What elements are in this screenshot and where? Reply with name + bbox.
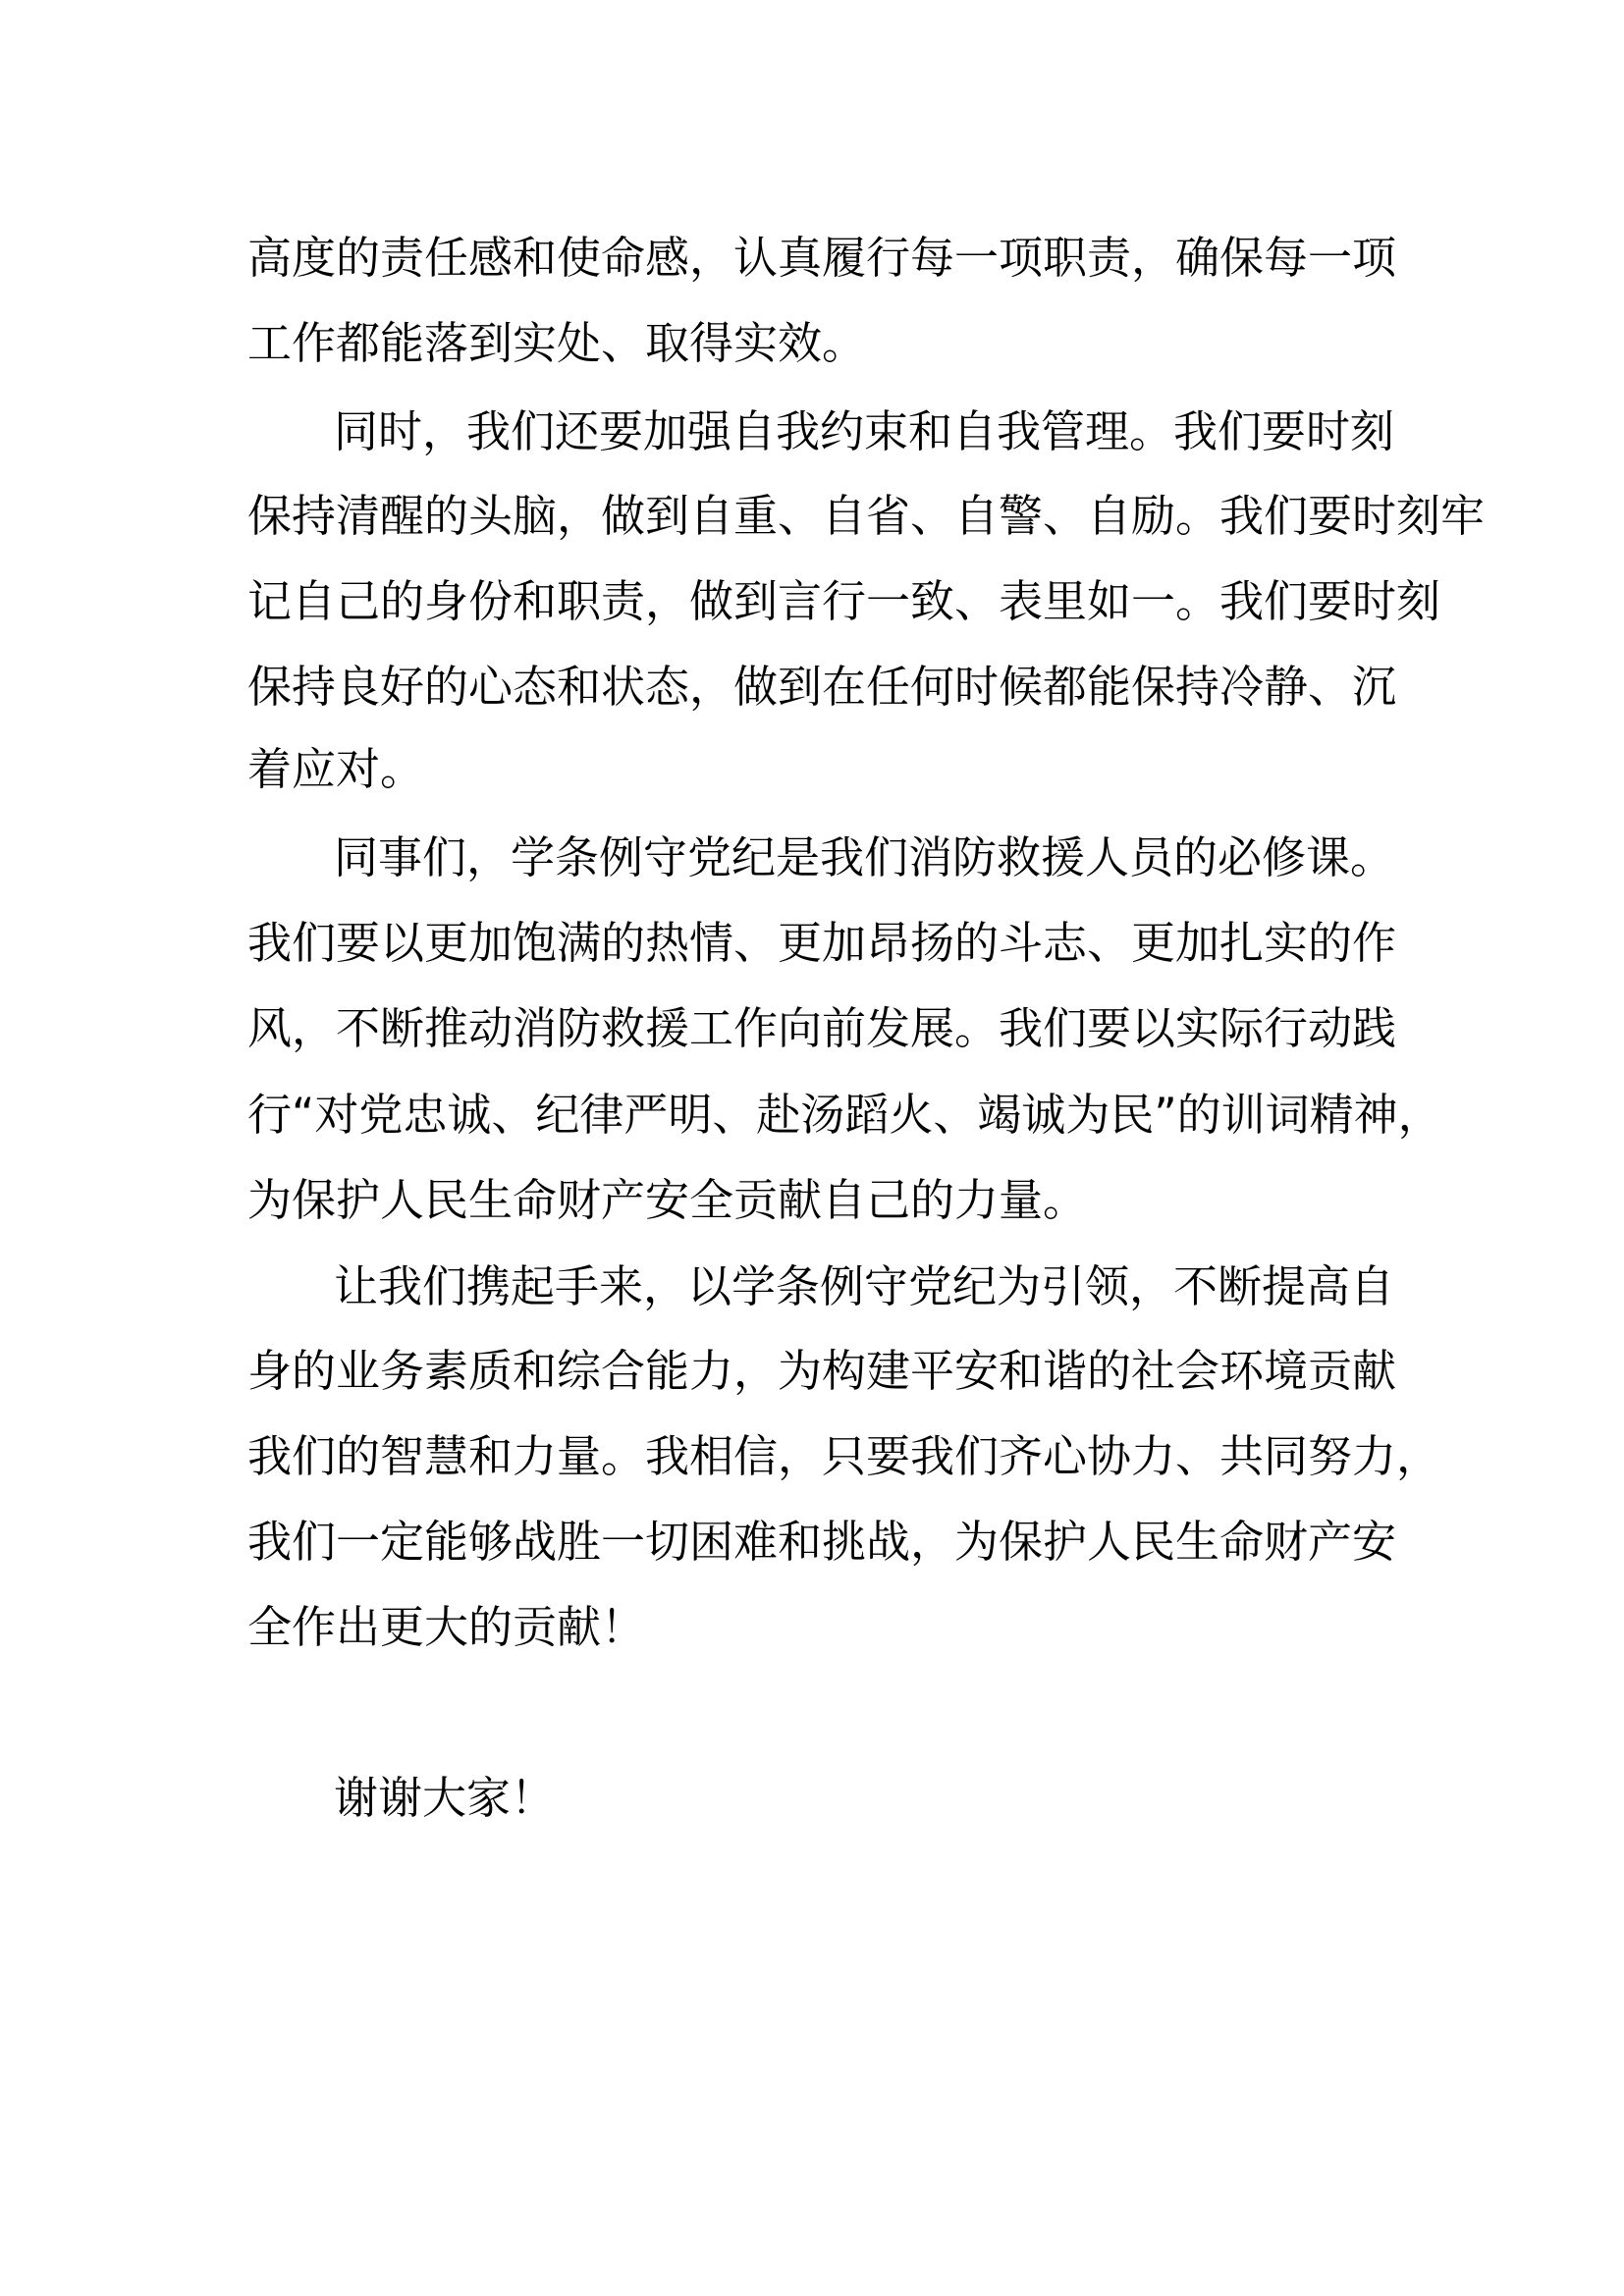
text-line: 保持良好的心态和状态，做到在任何时候都能保持冷静、沉	[247, 661, 1397, 713]
text-line: 风，不断推动消防救援工作向前发展。我们要以实际行动践	[247, 1002, 1397, 1054]
text-line: 记自己的身份和职责，做到言行一致、表里如一。我们要时刻	[247, 575, 1441, 627]
text-line: 为保护人民生命财产安全贡献自己的力量。	[247, 1174, 1088, 1226]
text-line: 我们一定能够战胜一切困难和挑战，为保护人民生命财产安	[247, 1516, 1397, 1568]
text-line: 着应对。	[247, 743, 425, 795]
text-line: 工作都能落到实处、取得实效。	[247, 317, 867, 369]
closing-thanks: 谢谢大家！	[334, 1772, 556, 1824]
text-line: 全作出更大的贡献！	[247, 1601, 646, 1653]
text-line: 身的业务素质和综合能力，为构建平安和谐的社会环境贡献	[247, 1345, 1397, 1397]
paragraph-start-line: 同时，我们还要加强自我约束和自我管理。我们要时刻	[334, 405, 1395, 457]
text-line: 我们要以更加饱满的热情、更加昂扬的斗志、更加扎实的作	[247, 917, 1397, 969]
paragraph-start-line: 同事们，学条例守党纪是我们消防救援人员的必修课。	[334, 831, 1395, 883]
text-line: 保持清醒的头脑，做到自重、自省、自警、自励。我们要时刻牢	[247, 490, 1486, 542]
text-line: 高度的责任感和使命感，认真履行每一项职责，确保每一项	[247, 232, 1397, 284]
text-line: 我们的智慧和力量。我相信，只要我们齐心协力、共同努力，	[247, 1430, 1441, 1482]
text-line: 行“对党忠诚、纪律严明、赴汤蹈火、竭诚为民”的训词精神，	[247, 1089, 1442, 1141]
paragraph-start-line: 让我们携起手来，以学条例守党纪为引领，不断提高自	[334, 1260, 1395, 1312]
